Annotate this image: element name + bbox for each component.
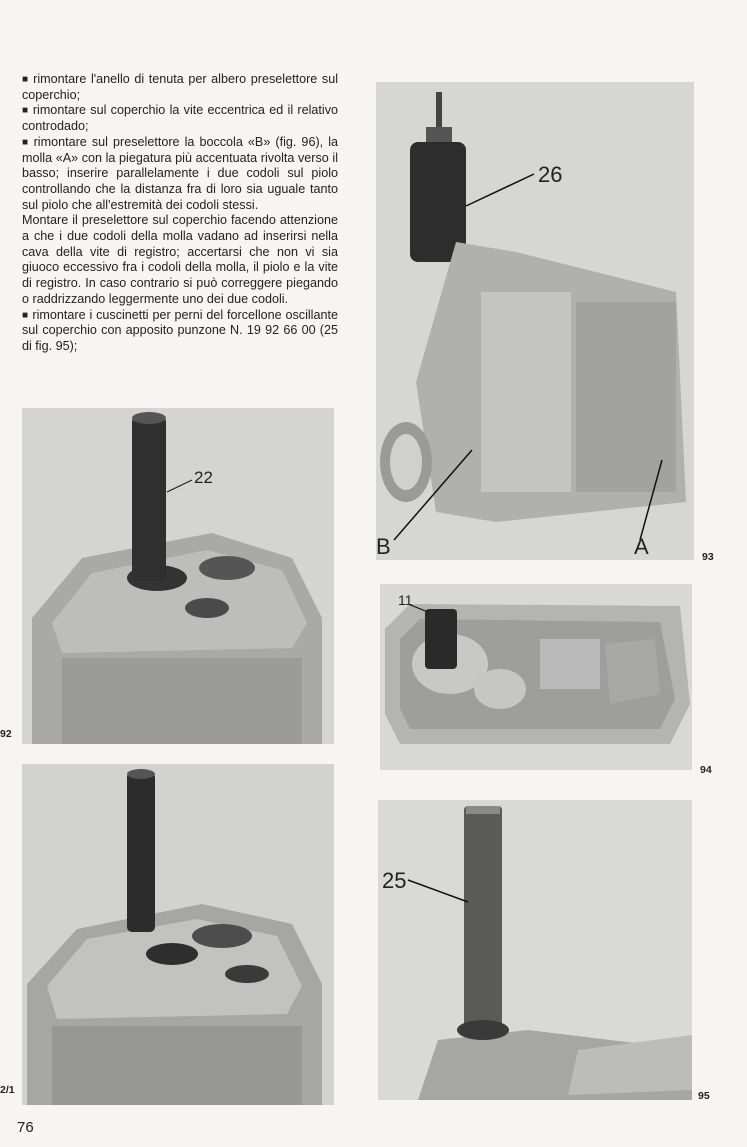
paragraph-2: ■ rimontare sul coperchio la vite eccentrica ed il relativo controdado; bbox=[22, 103, 338, 134]
gearbox-preselector-illustration bbox=[376, 82, 694, 560]
page-number: 76 bbox=[17, 1119, 34, 1136]
callout-11: 11 bbox=[398, 592, 413, 608]
callout-a: A bbox=[634, 534, 649, 559]
paragraph-1: ■ rimontare l'anello di tenuta per albero preselettore sul coperchio; bbox=[22, 72, 338, 103]
figure-93-number: 93 bbox=[702, 551, 714, 563]
callout-22: 22 bbox=[194, 468, 213, 487]
figure-92-number: 92 bbox=[0, 728, 12, 740]
paragraph-4: Montare il preselettore sul coperchio facendo attenzione a che i due codoli della molla vadano ad inserirsi nella cava della vite di registro; accertarsi che non vi sia giuoco eccessivo fra i codoli della molla, il piolo e la vite di registro. In caso contrario si può correggere piegando o raddrizzando leggermente uno dei due codoli. bbox=[22, 213, 338, 306]
figure-95-photo bbox=[378, 800, 692, 1100]
figure-92-photo bbox=[22, 408, 334, 744]
figure-92-1-photo bbox=[22, 764, 334, 1105]
paragraph-3: ■ rimontare sul preselettore la boccola «B» (fig. 96), la molla «A» con la piegatura più accentuata rivolta verso il basso; inserire parallelamente i due codoli sul piolo controllando che la distanza fra di loro sia uguale tanto sul piolo che all'estremità dei codoli stessi. bbox=[22, 135, 338, 214]
gearbox-cover-tool-illustration bbox=[22, 764, 334, 1105]
gearbox-cover-illustration bbox=[22, 408, 334, 744]
bearing-punch-illustration bbox=[378, 800, 692, 1100]
body-text bbox=[22, 72, 338, 355]
figure-95-number: 95 bbox=[698, 1090, 710, 1102]
callout-25: 25 bbox=[382, 868, 407, 893]
figure-93-photo bbox=[376, 82, 694, 560]
paragraph-5: ■ rimontare i cuscinetti per perni del forcellone oscillante sul coperchio con apposito punzone N. 19 92 66 00 (25 di fig. 95); bbox=[22, 308, 338, 355]
cover-inside-illustration bbox=[380, 584, 692, 770]
callout-26: 26 bbox=[538, 162, 563, 187]
figure-94-number: 94 bbox=[700, 764, 712, 776]
figure-92-1-number: 2/1 bbox=[0, 1084, 15, 1096]
figure-94-photo bbox=[380, 584, 692, 770]
callout-b: B bbox=[376, 534, 391, 559]
